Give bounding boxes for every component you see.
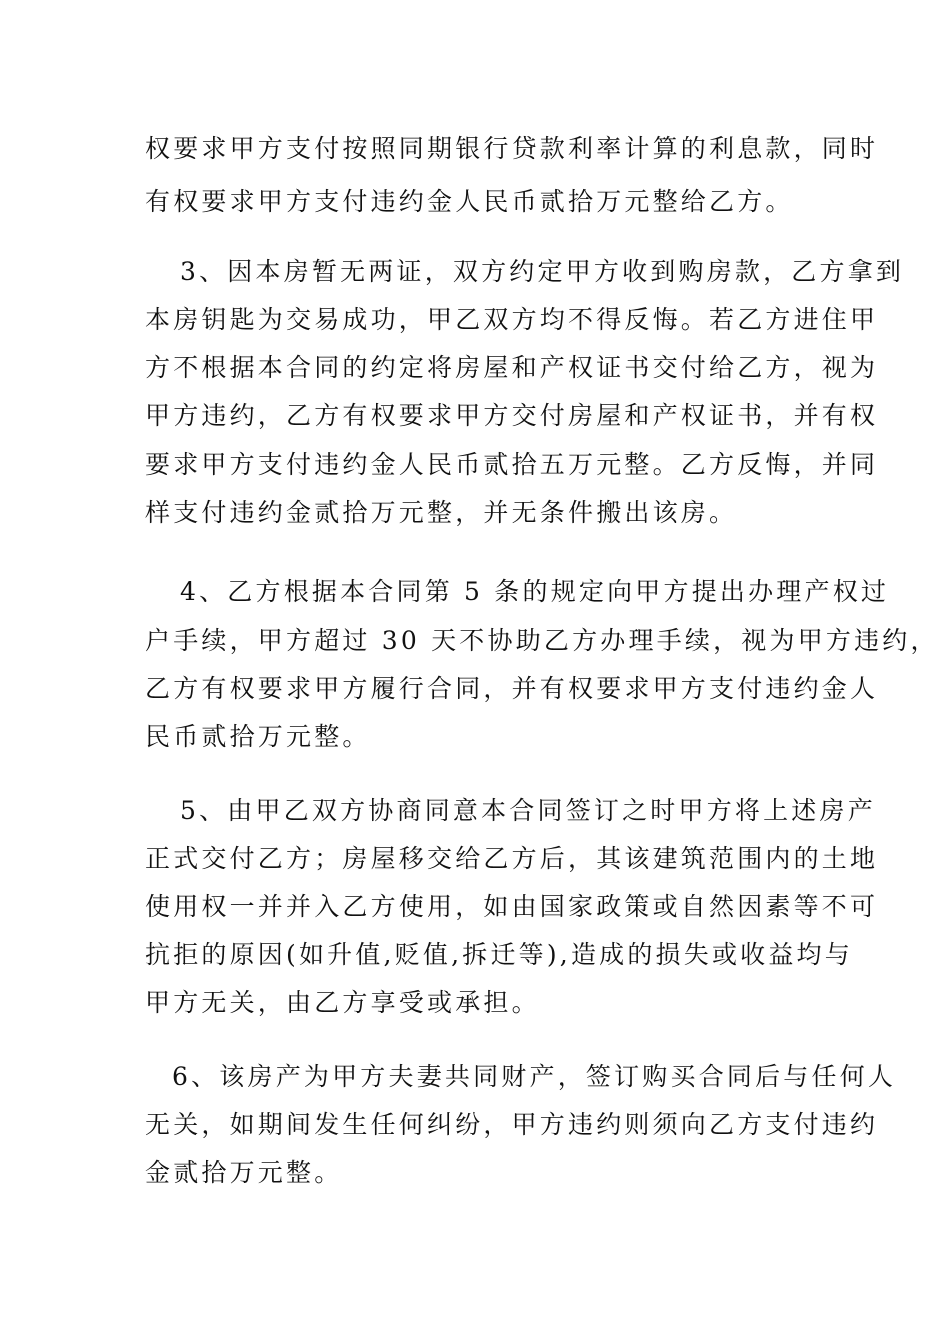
clause-5-line: 5、由甲乙双方协商同意本合同签订之时甲方将上述房产	[180, 796, 876, 825]
text-line: 甲方违约，乙方有权要求甲方交付房屋和产权证书，并有权	[145, 401, 879, 430]
text-line: 方不根据本合同的约定将房屋和产权证书交付给乙方，视为	[145, 353, 879, 382]
clause-6-line: 6、该房产为甲方夫妻共同财产，签订购买合同后与任何人	[172, 1062, 897, 1091]
text-line: 甲方无关，由乙方享受或承担。	[145, 988, 540, 1017]
text-line: 乙方有权要求甲方履行合同，并有权要求甲方支付违约金人	[145, 674, 879, 703]
text-line: 正式交付乙方；房屋移交给乙方后，其该建筑范围内的土地	[145, 844, 879, 873]
text-line: 使用权一并并入乙方使用，如由国家政策或自然因素等不可	[145, 892, 879, 921]
text-line: 民币贰拾万元整。	[145, 722, 371, 751]
text-line: 权要求甲方支付按照同期银行贷款利率计算的利息款，同时	[145, 134, 879, 163]
clause-4-line: 4、乙方根据本合同第 5 条的规定向甲方提出办理产权过	[180, 577, 890, 606]
text-line: 样支付违约金贰拾万元整，并无条件搬出该房。	[145, 498, 738, 527]
text-line: 金贰拾万元整。	[145, 1158, 343, 1187]
text-line: 户手续，甲方超过 30 天不协助乙方办理手续，视为甲方违约，	[145, 626, 939, 655]
text-line: 抗拒的原因(如升值,贬值,拆迁等),造成的损失或收益均与	[145, 940, 853, 969]
text-line: 无关，如期间发生任何纠纷，甲方违约则须向乙方支付违约	[145, 1110, 879, 1139]
text-line: 本房钥匙为交易成功，甲乙双方均不得反悔。若乙方进住甲	[145, 305, 879, 334]
text-line: 要求甲方支付违约金人民币贰拾五万元整。乙方反悔，并同	[145, 450, 879, 479]
clause-3-line: 3、因本房暂无两证，双方约定甲方收到购房款，乙方拿到	[180, 257, 905, 286]
text-line: 有权要求甲方支付违约金人民币贰拾万元整给乙方。	[145, 187, 794, 216]
